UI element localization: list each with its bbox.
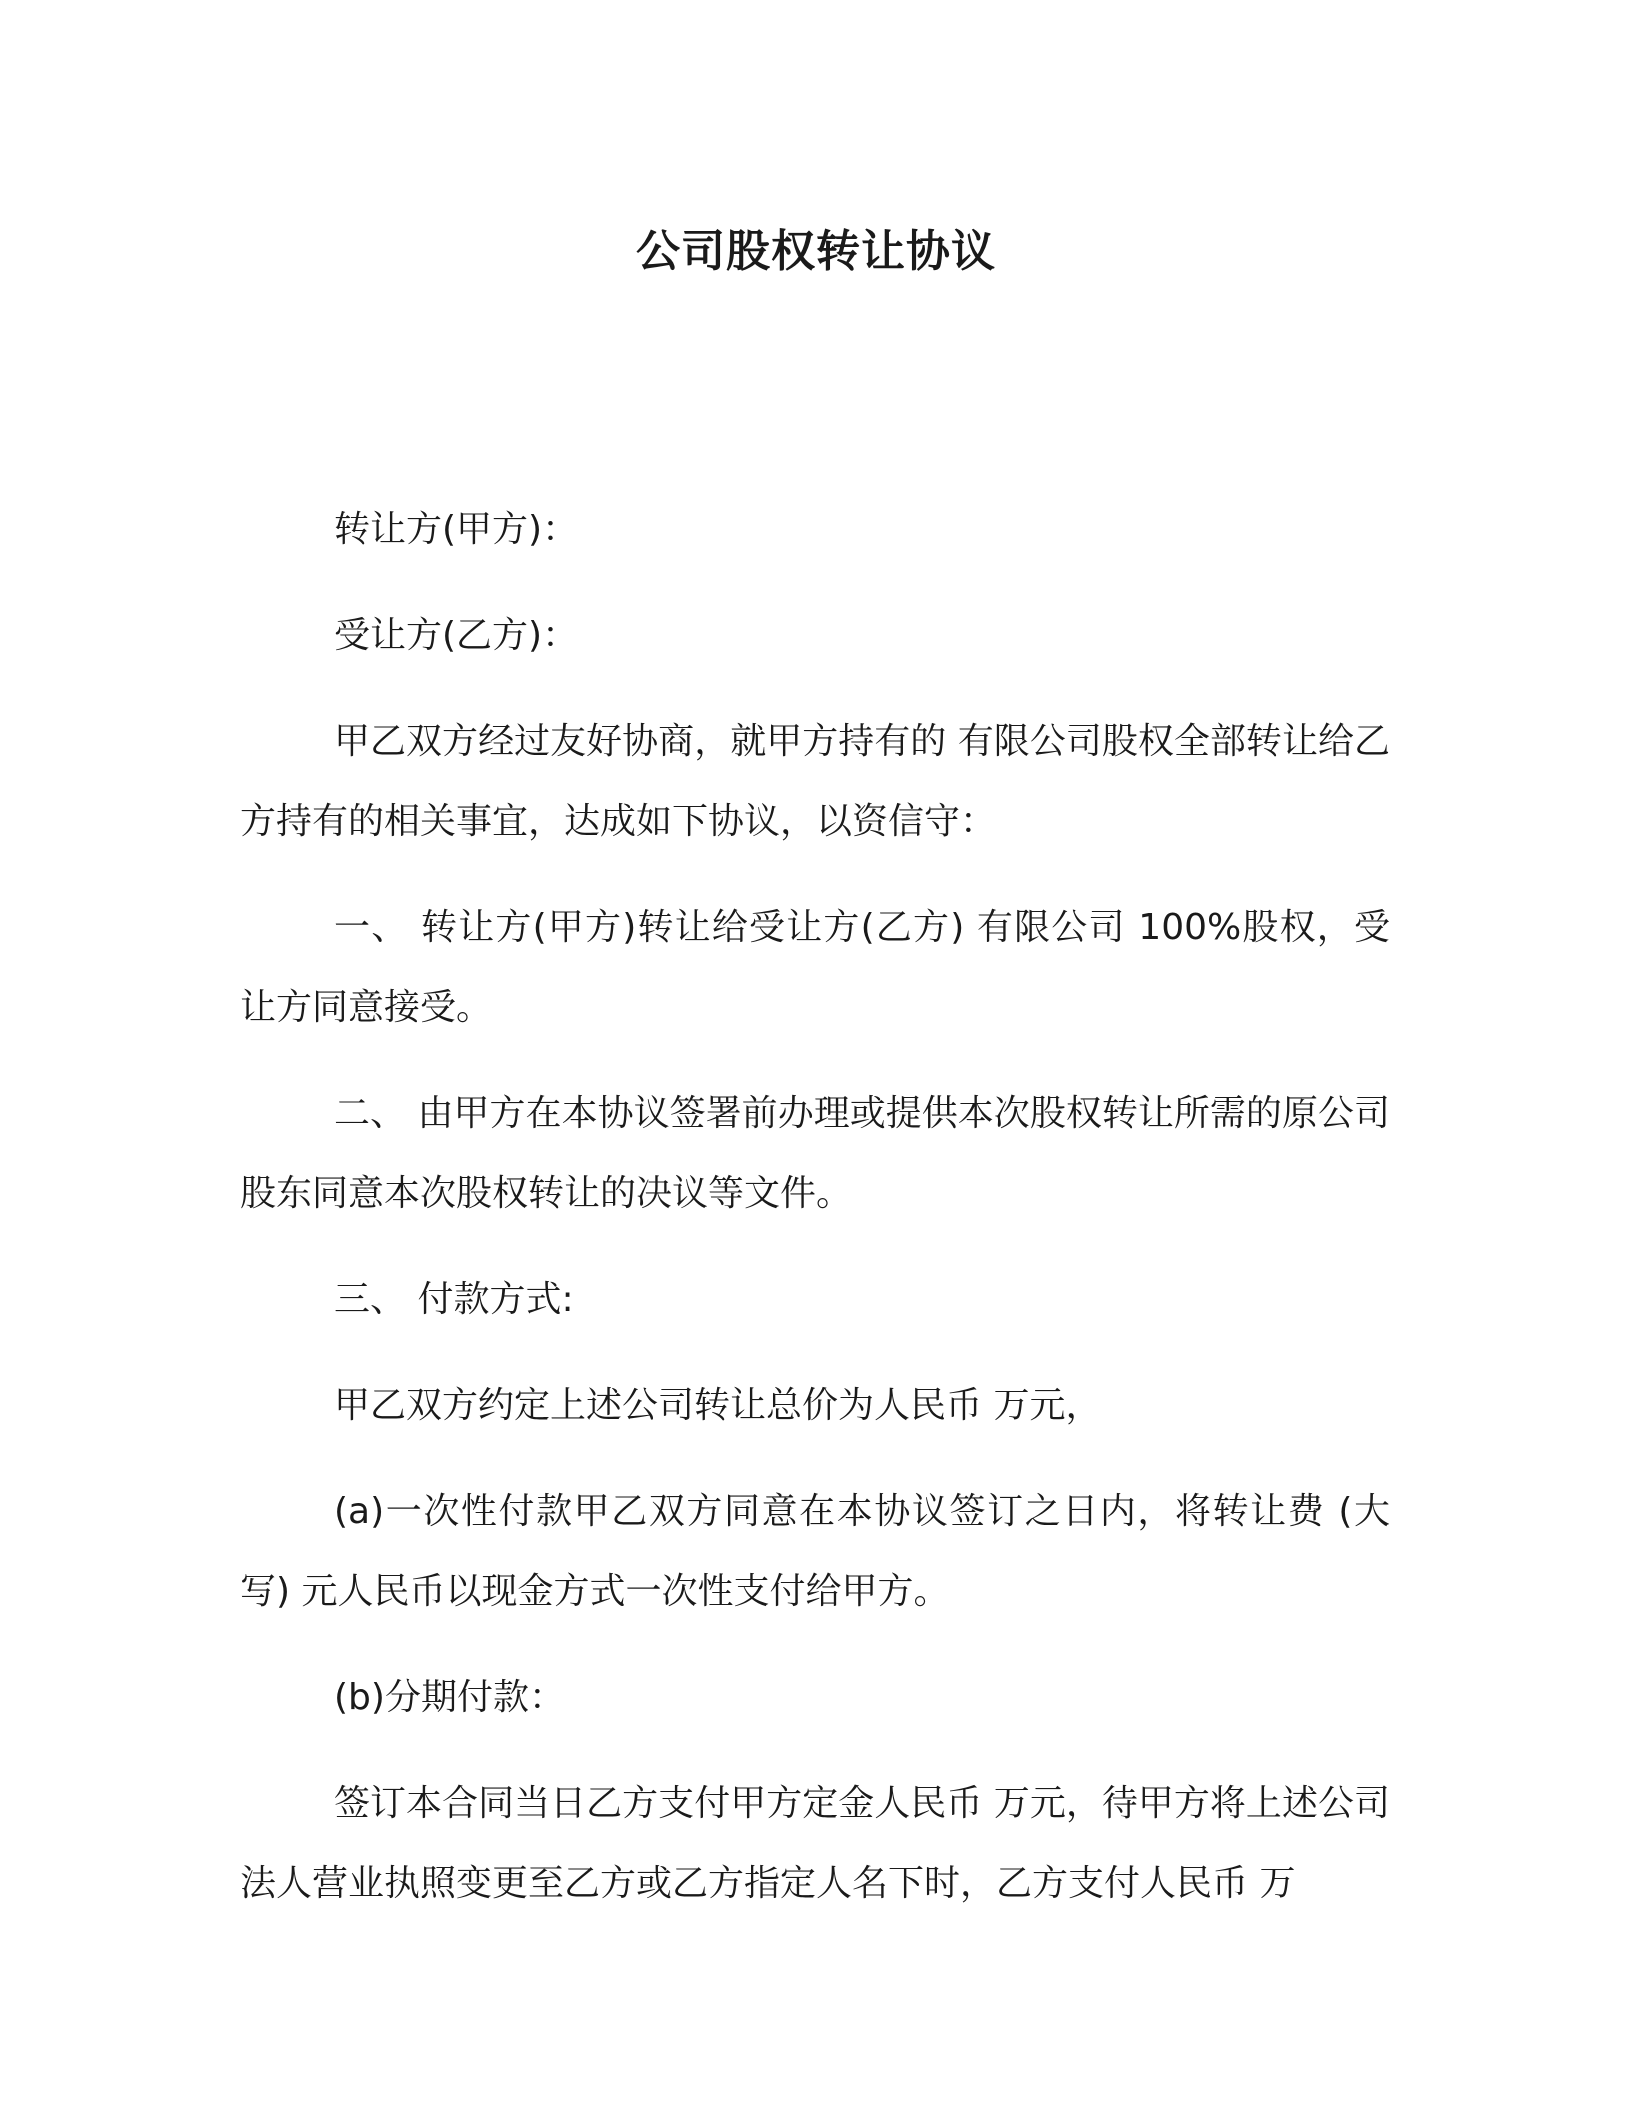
document-body	[240, 490, 1390, 1950]
lump-sum-payment-paragraph: (a)一次性付款甲乙双方同意在本协议签订之日内，将转让费 (大写) 元人民币以现金方式一次性支付给甲方。	[240, 1491, 1390, 1612]
preamble-paragraph: 甲乙双方经过友好协商，就甲方持有的 有限公司股权全部转让给乙方持有的相关事宜，达成如下协议，以资信守：	[240, 721, 1390, 842]
transferee-line: 受让方(乙方)：	[334, 615, 579, 656]
total-price-paragraph: 甲乙双方约定上述公司转让总价为人民币 万元，	[334, 1385, 1102, 1426]
installment-heading: (b)分期付款：	[334, 1677, 565, 1718]
clause-three-heading: 三、 付款方式:	[334, 1279, 574, 1320]
document-title: 公司股权转让协议	[636, 226, 996, 277]
installment-paragraph: 签订本合同当日乙方支付甲方定金人民币 万元，待甲方将上述公司法人营业执照变更至乙方或乙方指定人名下时，乙方支付人民币 万	[240, 1783, 1390, 1904]
transferor-line: 转让方(甲方)：	[334, 509, 579, 550]
clause-two: 二、 由甲方在本协议签署前办理或提供本次股权转让所需的原公司股东同意本次股权转让的决议等文件。	[240, 1093, 1390, 1214]
clause-one: 一、 转让方(甲方)转让给受让方(乙方) 有限公司 100%股权，受让方同意接受。	[240, 907, 1390, 1028]
